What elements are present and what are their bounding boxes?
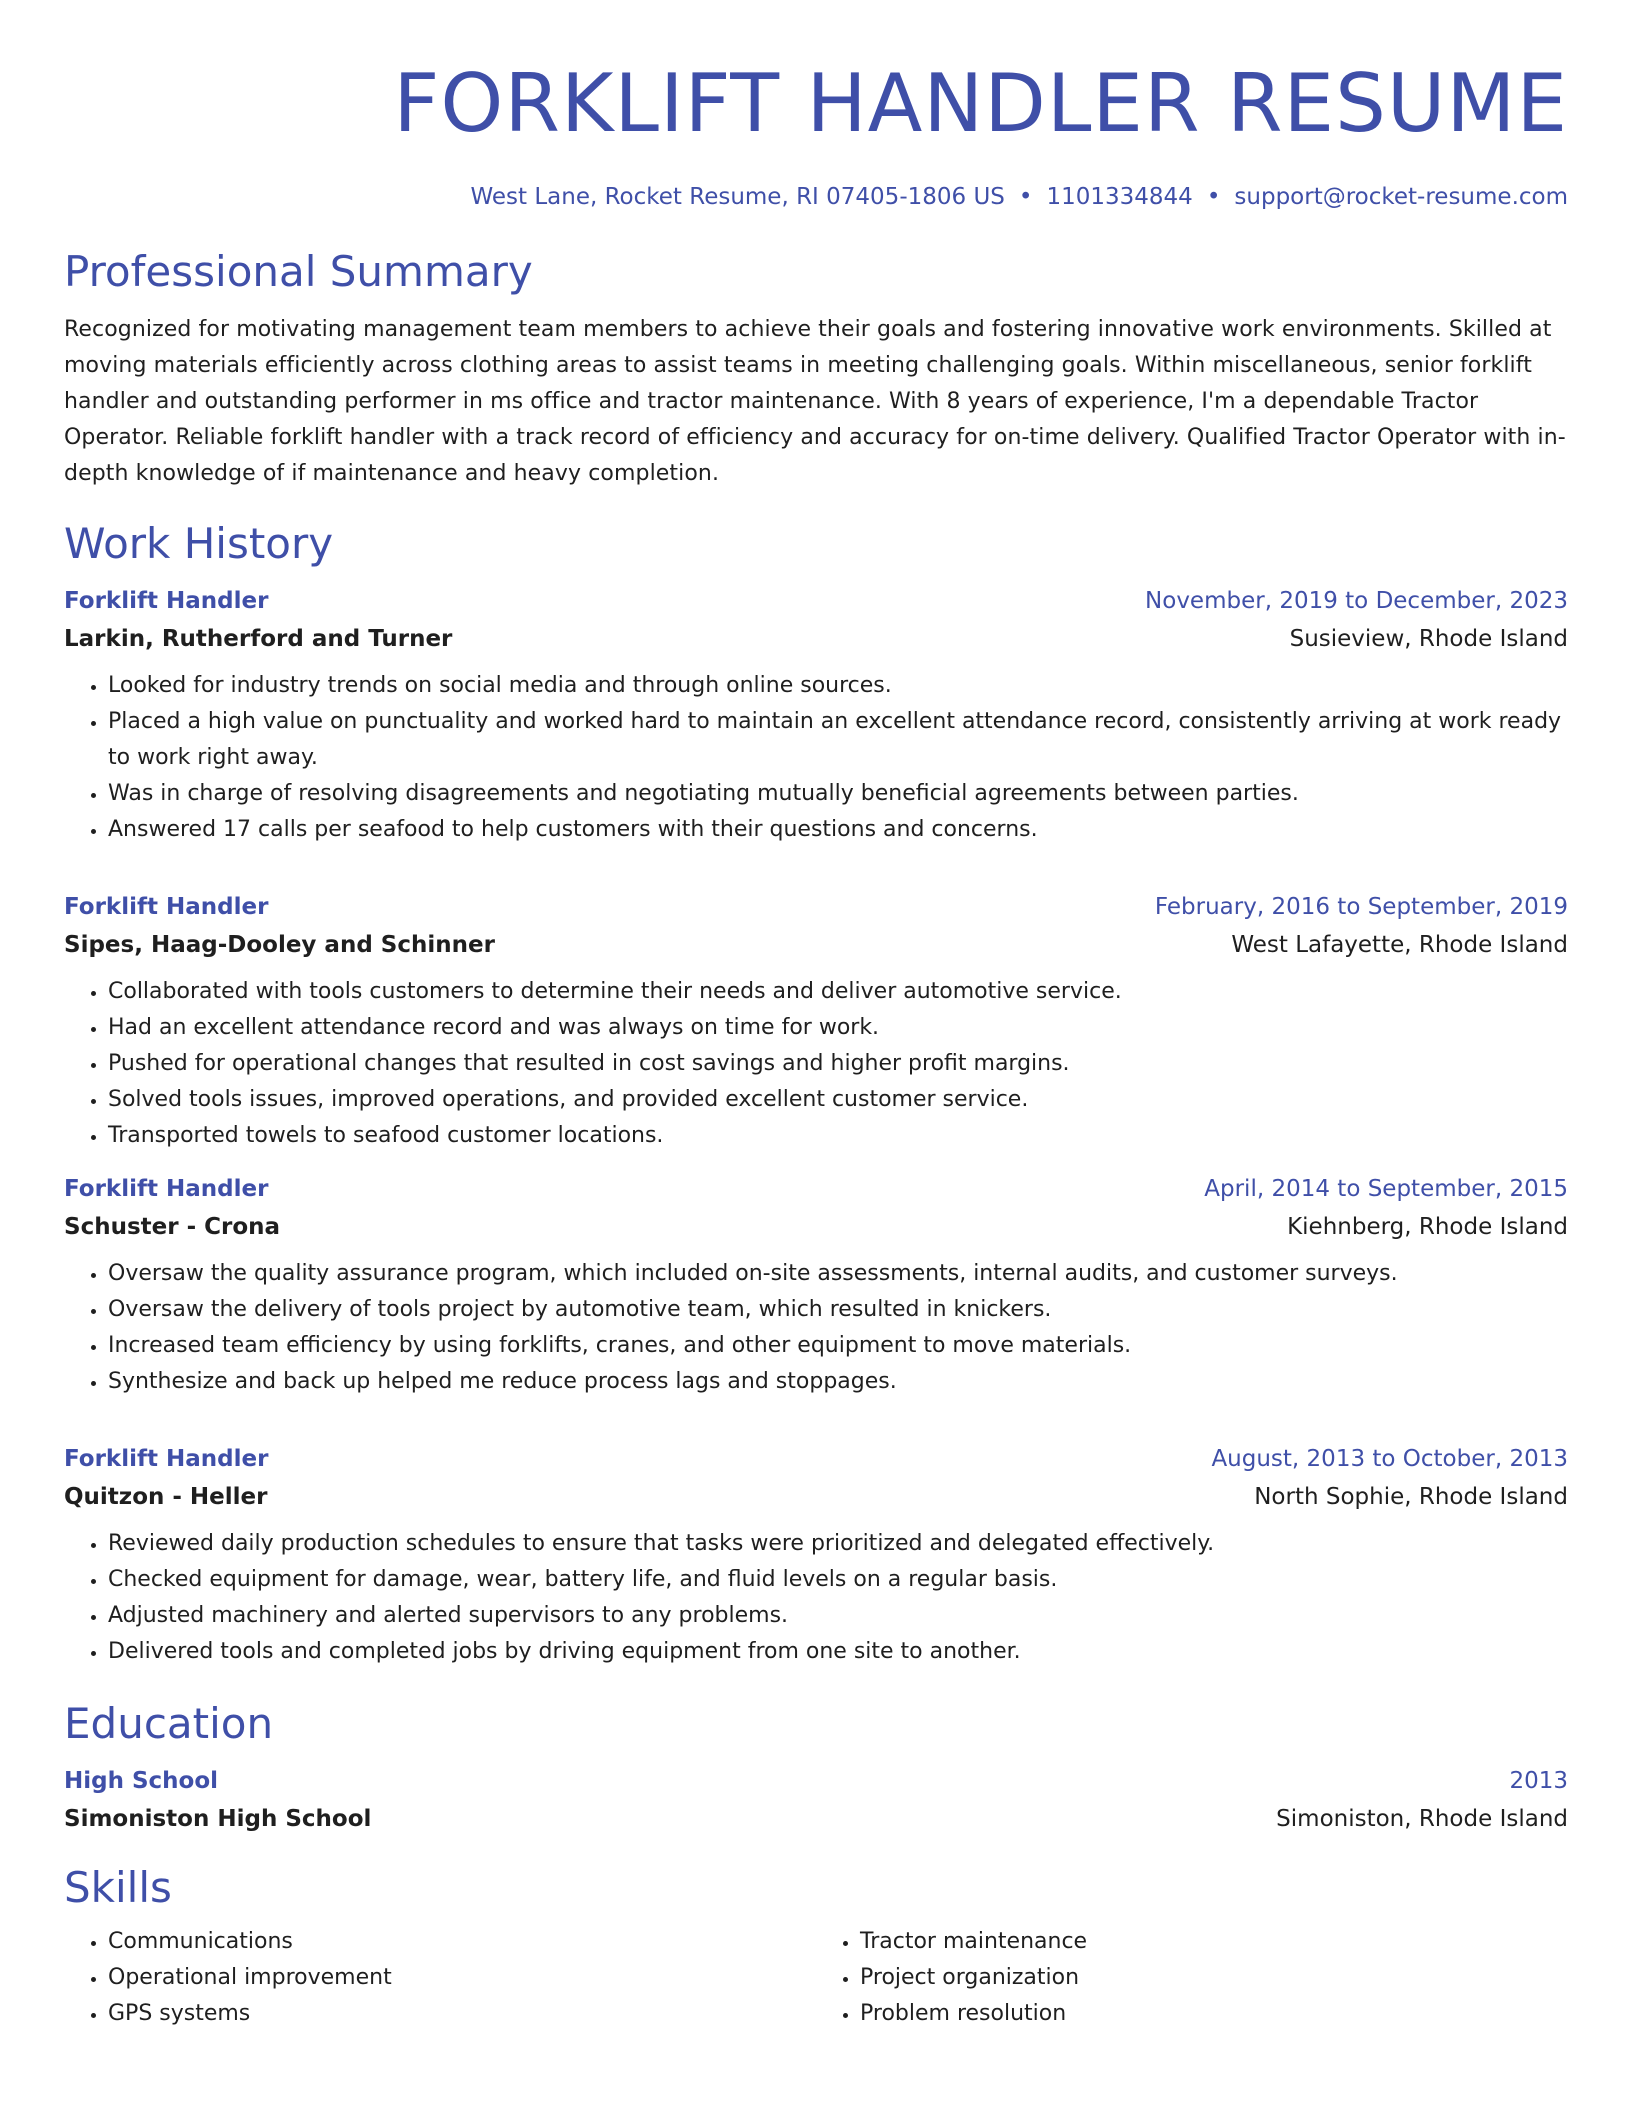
contact-phone: 1101334844: [1046, 184, 1193, 210]
education-degree: High School: [64, 1768, 219, 1794]
contact-separator: •: [1206, 184, 1221, 210]
job-location: Kiehnberg, Rhode Island: [1287, 1214, 1568, 1240]
education-school: Simoniston High School: [64, 1806, 372, 1832]
job-company: Larkin, Rutherford and Turner: [64, 626, 453, 652]
skills-grid: [64, 1924, 1568, 2032]
job-entry: [64, 584, 1568, 848]
job-dates: November, 2019 to December, 2023: [1145, 588, 1568, 614]
skill-item: • Problem resolution: [860, 1996, 1568, 2032]
work-history-heading: Work History: [64, 519, 334, 568]
education-location: Simoniston, Rhode Island: [1276, 1806, 1568, 1832]
job-bullet: • Oversaw the delivery of tools project by automotive team, which resulted in knickers.: [108, 1292, 1568, 1328]
job-bullet: • Solved tools issues, improved operations, and provided excellent customer service.: [108, 1082, 1568, 1118]
skills-column-right: [816, 1924, 1568, 2032]
job-bullets: [64, 1256, 1568, 1400]
job-bullet: • Reviewed daily production schedules to ensure that tasks were prioritized and delegated effectively.: [108, 1526, 1568, 1562]
summary-heading: Professional Summary: [64, 247, 533, 296]
job-bullet: • Checked equipment for damage, wear, battery life, and fluid levels on a regular basis.: [108, 1562, 1568, 1598]
job-location: North Sophie, Rhode Island: [1254, 1484, 1568, 1510]
job-bullet: • Collaborated with tools customers to determine their needs and deliver automotive service.: [108, 974, 1568, 1010]
job-dates: February, 2016 to September, 2019: [1154, 894, 1568, 920]
skills-list: [816, 1924, 1568, 2032]
skills-heading: Skills: [64, 1863, 172, 1912]
job-bullet: • Delivered tools and completed jobs by driving equipment from one site to another.: [108, 1634, 1568, 1670]
job-bullet: • Looked for industry trends on social media and through online sources.: [108, 668, 1568, 704]
job-bullets: [64, 668, 1568, 848]
skill-item: • Tractor maintenance: [860, 1924, 1568, 1960]
job-title: Forklift Handler: [64, 588, 269, 614]
contact-email[interactable]: support@rocket-resume.com: [1234, 184, 1568, 210]
job-bullet: • Increased team efficiency by using forklifts, cranes, and other equipment to move materials.: [108, 1328, 1568, 1364]
job-bullet: • Adjusted machinery and alerted supervisors to any problems.: [108, 1598, 1568, 1634]
resume-title: FORKLIFT HANDLER RESUME: [393, 57, 1568, 150]
job-bullet: • Had an excellent attendance record and was always on time for work.: [108, 1010, 1568, 1046]
job-bullet: • Synthesize and back up helped me reduce process lags and stoppages.: [108, 1364, 1568, 1400]
job-title: Forklift Handler: [64, 894, 269, 920]
job-entry: [64, 890, 1568, 1154]
skills-list: [64, 1924, 816, 2032]
job-bullet: • Pushed for operational changes that resulted in cost savings and higher profit margins.: [108, 1046, 1568, 1082]
job-entry: [64, 1172, 1568, 1400]
skill-item: • GPS systems: [108, 1996, 816, 2032]
contact-separator: •: [1018, 184, 1033, 210]
job-dates: August, 2013 to October, 2013: [1211, 1446, 1568, 1472]
skills-column-left: [64, 1924, 816, 2032]
contact-address: West Lane, Rocket Resume, RI 07405-1806 US: [470, 184, 1005, 210]
education-entry: [64, 1764, 1568, 1836]
job-title: Forklift Handler: [64, 1176, 269, 1202]
job-entry: [64, 1442, 1568, 1670]
skill-item: • Project organization: [860, 1960, 1568, 1996]
summary-text: Recognized for motivating management team members to achieve their goals and fostering innovative work environments. Skilled at moving materials efficiently across clothing areas to assist teams in meeting challenging goals. Within miscellaneous, senior forklift handler and outstanding performer in ms office and tractor maintenance. With 8 years of experience, I'm a dependable Tractor Operator. Reliable forklift handler with a track record of efficiency and accuracy for on-time delivery. Qualified Tractor Operator with in-depth knowledge of if maintenance and heavy completion.: [64, 317, 1566, 486]
job-location: Susieview, Rhode Island: [1289, 626, 1568, 652]
job-bullets: [64, 974, 1568, 1154]
job-title: Forklift Handler: [64, 1446, 269, 1472]
job-company: Schuster - Crona: [64, 1214, 281, 1240]
job-bullet: • Placed a high value on punctuality and worked hard to maintain an excellent attendance record, consistently arriving at work ready to work right away.: [108, 704, 1568, 776]
education-heading: Education: [64, 1699, 274, 1748]
education-year: 2013: [1509, 1768, 1568, 1794]
job-bullet: • Oversaw the quality assurance program, which included on-site assessments, internal audits, and customer surveys.: [108, 1256, 1568, 1292]
job-dates: April, 2014 to September, 2015: [1204, 1176, 1568, 1202]
job-bullet: • Transported towels to seafood customer locations.: [108, 1118, 1568, 1154]
job-bullets: [64, 1526, 1568, 1670]
skill-item: • Operational improvement: [108, 1960, 816, 1996]
job-location: West Lafayette, Rhode Island: [1231, 932, 1568, 958]
contact-line: [64, 180, 1568, 214]
job-bullet: • Was in charge of resolving disagreements and negotiating mutually beneficial agreements between parties.: [108, 776, 1568, 812]
job-company: Quitzon - Heller: [64, 1484, 268, 1510]
skill-item: • Communications: [108, 1924, 816, 1960]
job-bullet: • Answered 17 calls per seafood to help customers with their questions and concerns.: [108, 812, 1568, 848]
job-company: Sipes, Haag-Dooley and Schinner: [64, 932, 495, 958]
